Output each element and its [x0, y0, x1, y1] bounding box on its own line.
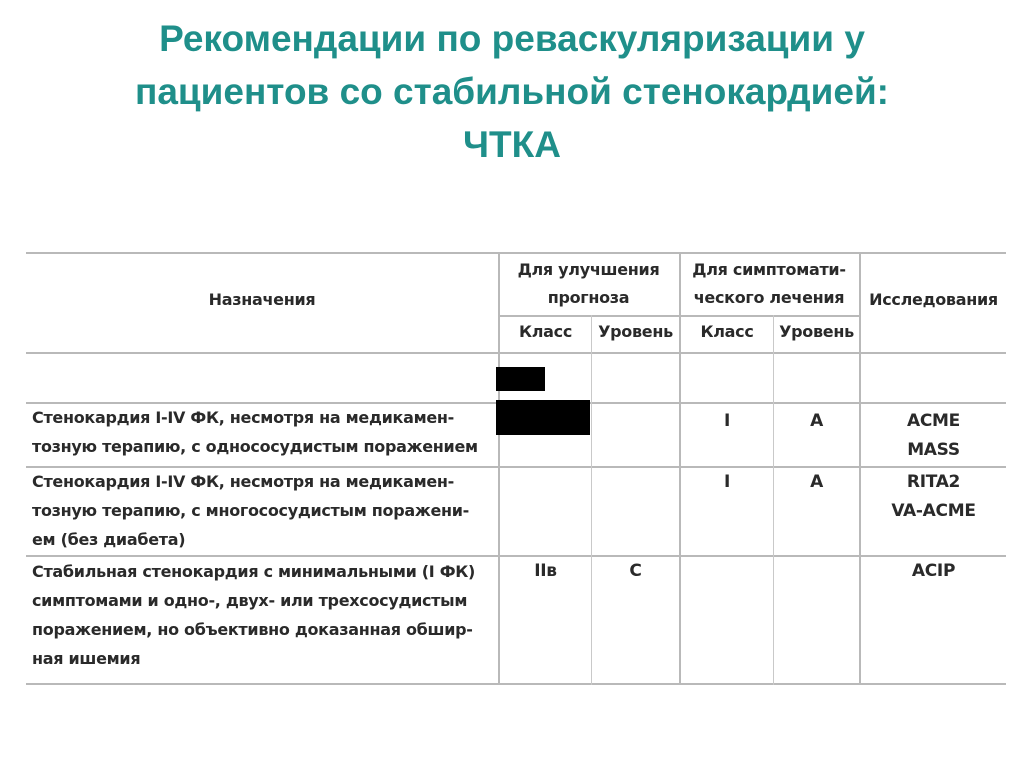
row-2-symptomatic-class: I — [723, 472, 731, 492]
row-1-symptomatic-level: A — [810, 411, 823, 431]
row-2-line-1: Стенокардия I-IV ФК, несмотря на медикамен- — [32, 472, 454, 491]
row-3-studies — [861, 557, 1006, 586]
recommendations-table — [26, 252, 1006, 688]
header-symptomatic-line-2: ческого лечения — [693, 288, 845, 307]
table-row-1-description — [32, 403, 496, 461]
row-1-line-1: Стенокардия I-IV ФК, несмотря на медикамен- — [32, 408, 454, 427]
header-studies: Исследования — [869, 290, 998, 309]
row-3-line-4: ная ишемия — [32, 649, 141, 668]
row-3-line-3: поражением, но объективно доказанная обшир- — [32, 620, 473, 639]
row-2-studies — [861, 468, 1006, 526]
row-3-line-2: симптомами и одно-, двух- или трехсосудистым — [32, 591, 468, 610]
table-row-3-description — [32, 557, 496, 673]
subheader-symptomatic-level: Уровень — [779, 322, 854, 341]
row-1-symptomatic-class: I — [723, 411, 731, 431]
header-prognosis-line-1: Для улучшения — [517, 260, 660, 279]
redaction-block-small — [496, 367, 545, 391]
col-divider-prognosis-level — [591, 315, 592, 685]
slide-title — [40, 12, 984, 171]
table-row-2-description — [32, 467, 496, 554]
subheader-prognosis-class: Класс — [518, 322, 573, 341]
col-divider-prognosis — [498, 252, 500, 685]
subheader-symptomatic-class: Класс — [700, 322, 754, 341]
row-3-study-1: ACIP — [911, 561, 956, 581]
header-assignment: Назначения — [208, 290, 316, 309]
redaction-block-large — [496, 400, 590, 435]
row-2-study-1: RITA2 — [906, 472, 961, 492]
title-line-3: ЧТКА — [463, 124, 561, 165]
subheader-prognosis-level: Уровень — [598, 322, 673, 341]
row-3-line-1: Стабильная стенокардия с минимальными (I ФК) — [32, 562, 476, 581]
row-2-line-2: тозную терапию, с многососудистым поражени- — [32, 501, 470, 520]
row-3-prognosis-level: C — [629, 561, 642, 581]
row-2-symptomatic-level: A — [810, 472, 823, 492]
title-line-1: Рекомендации по реваскуляризации у — [159, 18, 865, 59]
row-1-study-2: MASS — [907, 440, 960, 460]
row-2-study-2: VA-ACME — [891, 501, 976, 521]
header-symptomatic — [679, 256, 859, 312]
row-1-line-2: тозную терапию, с однососудистым поражением — [32, 437, 478, 456]
row-1-studies — [861, 407, 1006, 465]
col-divider-symptomatic-level — [773, 315, 774, 685]
row-3-prognosis-class: IIв — [534, 561, 557, 581]
header-prognosis-line-2: прогноза — [547, 288, 630, 307]
row-1-study-1: ACME — [907, 411, 960, 431]
header-symptomatic-line-1: Для симптомати- — [692, 260, 846, 279]
row-2-line-3: ем (без диабета) — [32, 530, 186, 549]
header-prognosis — [498, 256, 679, 312]
title-line-2: пациентов со стабильной стенокардией: — [134, 71, 890, 112]
